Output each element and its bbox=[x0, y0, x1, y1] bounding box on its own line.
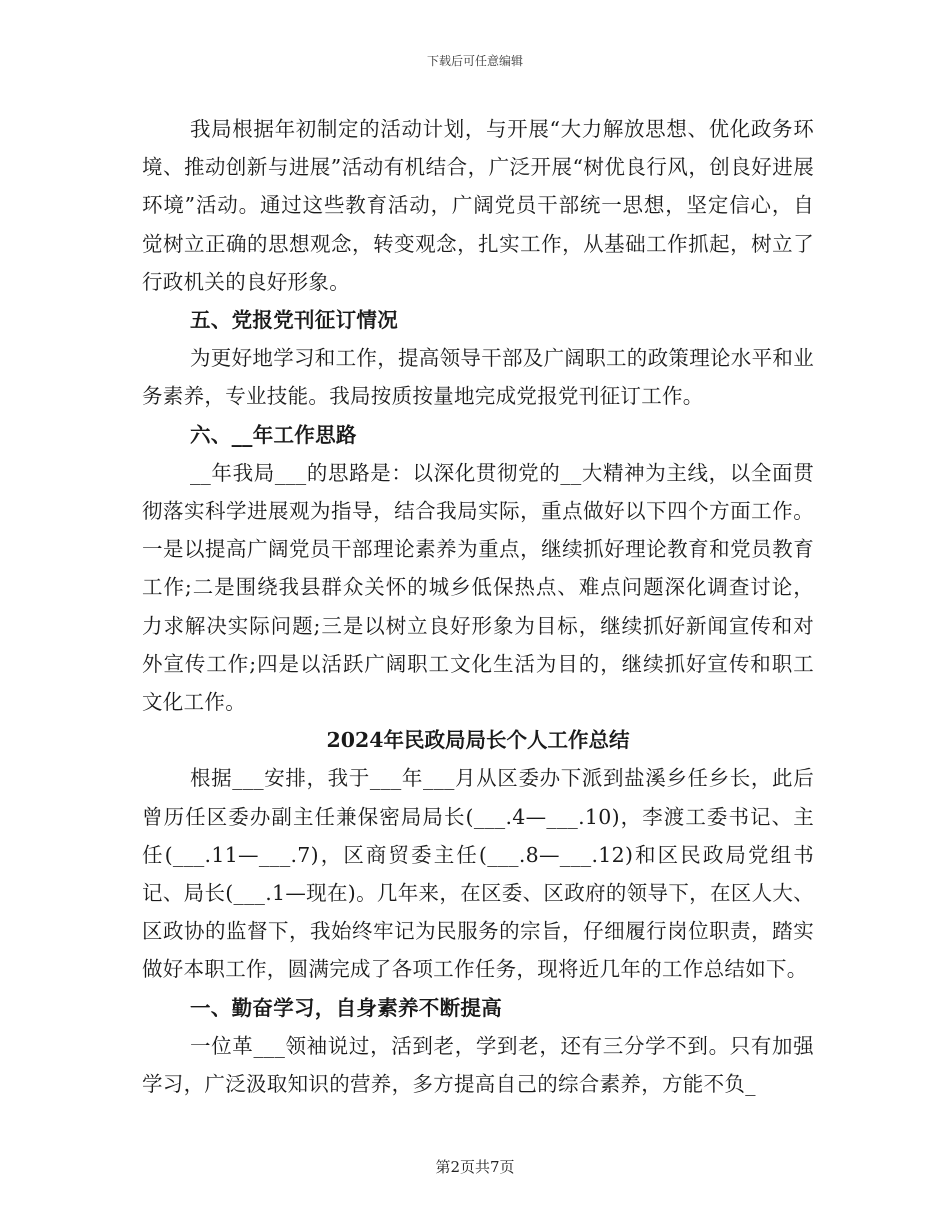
section-heading-party-newspapers: 五、党报党刊征订情况 bbox=[190, 308, 398, 333]
page-header: 下载后可任意编辑 bbox=[426, 54, 523, 68]
section-heading-study: 一、勤奋学习，自身素养不断提高 bbox=[190, 995, 502, 1020]
paragraph-intro: 根据___安排，我于___年___月从区委办下派到盐溪乡任乡长，此后曾历任区委办副主任兼保密局局长(___.4—___.10)，李渡工委书记、主任(___.11—___.7)，区商贸委主任(___.8—___.12)和区民政局党组书记、局长(___.1—现在)。几年来，在区委、区政府的领导下，在区人大、区政协的监督下，我始终牢记为民服务的宗旨，仔细履行岗位职责，踏实做好本职工作，圆满完成了各项工作任务，现将近几年的工作总结如下。 bbox=[142, 766, 814, 982]
paragraph-activities: 我局根据年初制定的活动计划，与开展“大力解放思想、优化政务环境、推动创新与进展”活动有机结合，广泛开展“树优良行风，创良好进展环境”活动。通过这些教育活动，广阔党员干部统一思想，坚定信心，自觉树立正确的思想观念，转变观念，扎实工作，从基础工作抓起，树立了行政机关的良好形象。 bbox=[142, 117, 814, 294]
document-body bbox=[142, 110, 814, 1103]
paragraph-study: 一位革___领袖说过，活到老，学到老，还有三分学不到。只有加强学习，广泛汲取知识的营养，多方提高自己的综合素养，方能不负_ bbox=[142, 1033, 814, 1097]
section-heading-work-plan: 六、__年工作思路 bbox=[190, 422, 357, 447]
page-footer: 第2页共7页 bbox=[435, 1158, 515, 1176]
paragraph-work-plan: __年我局___的思路是：以深化贯彻党的__大精神为主线，以全面贯彻落实科学进展观为指导，结合我局实际，重点做好以下四个方面工作。一是以提高广阔党员干部理论素养为重点，继续抓好理论教育和党员教育工作;二是围绕我县群众关怀的城乡低保热点、难点问题深化调查讨论，力求解决实际问题;三是以树立良好形象为目标，继续抓好新闻宣传和对外宣传工作;四是以活跃广阔职工文化生活为目的，继续抓好宣传和职工文化工作。 bbox=[142, 460, 814, 715]
document-title: 2024年民政局局长个人工作总结 bbox=[326, 728, 630, 753]
paragraph-party-newspapers: 为更好地学习和工作，提高领导干部及广阔职工的政策理论水平和业务素养，专业技能。我局按质按量地完成党报党刊征订工作。 bbox=[142, 346, 814, 409]
